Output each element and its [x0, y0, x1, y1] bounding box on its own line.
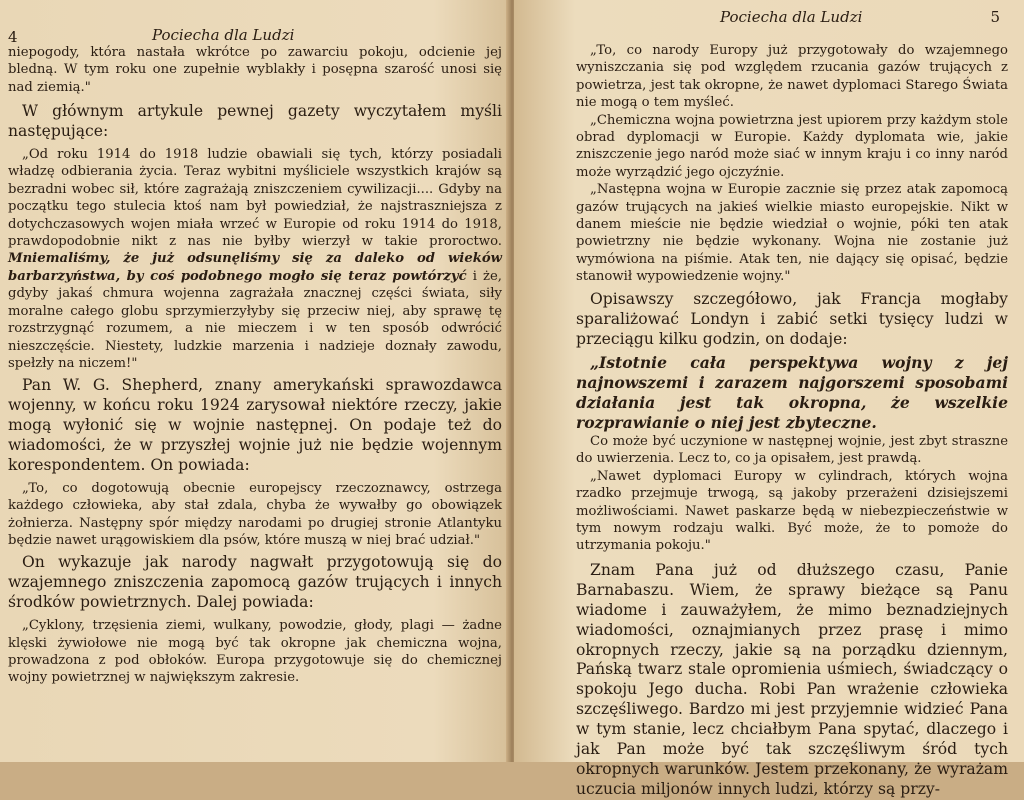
- right-page-number: 5: [990, 8, 1000, 26]
- paragraph: Opisawszy szczegółowo, jak Francja mogłaby sparaliżować Londyn i zabić setki tysięcy ludzi w przeciągu kilku godzin, on dodaje:: [576, 289, 1008, 348]
- quote-paragraph: „To, co dogotowują obecnie europejscy rzeczoznawcy, ostrzega każdego człowieka, aby stał zdala, chyba że wywałby go obowiązek żołnierza. Następny spór między narodami po drugiej stronie Atlantyku będzie nawet urągowiskiem dla psów, które muszą w niej brać udział.": [8, 480, 502, 549]
- quote-paragraph: „Następna wojna w Europie zacznie się przez atak zapomocą gazów trujących na jakieś wielkie miasto europejskie. Nikt w danem mieście nie będzie wiedział o wojnie, póki ten atak powietrzny nie będzie wykonany. Wojna nie zostanie już wymówiona na piśmie. Atak ten, nie dający się opisać, będzie stanowił wypowiedzenie wojny.": [576, 182, 1008, 285]
- right-page: [514, 0, 1024, 798]
- quote-paragraph: „To, co narody Europy już przygotowały do wzajemnego wyniszczania się pod względem rzucania gazów trujących z powietrza, jest tak okropne, że nawet dyplomaci Starego Świata nie mogą o tem myśleć.: [576, 43, 1008, 111]
- paragraph: niepogody, która nastała wkrótce po zawarciu pokoju, odcienie jej bledną. W tym roku one zupełnie wyblakły i posępna szarość unosi się nad ziemią.": [8, 45, 502, 95]
- right-page-body: [576, 42, 1008, 800]
- quote-paragraph: [8, 146, 502, 372]
- left-page: [0, 0, 510, 762]
- emphasized-paragraph: „Istotnie cała perspektywa wojny z jej najnowszemi i zarazem najgorszemi sposobami działania jest tak okropna, że wszelkie rozprawianie o niej jest zbyteczne.: [576, 353, 1008, 433]
- left-page-number: 4: [8, 28, 18, 46]
- quote-paragraph: „Chemiczna wojna powietrzna jest upiorem przy każdym stole obrad dyplomacji w Europie. Każdy dyplomata wie, jakie zniszczenie jego naród może siać w innym kraju i co inny naród może wyrządzić jego ojczyźnie.: [576, 112, 1008, 180]
- quote-text: i że, gdyby jakaś chmura wojenna zagrażała znacznej części świata, siły moralne całego globu sprzymierzyłyby się przeciw niej, aby sprawę tę rozstrzygnąć rozumem, a nie mieczem i w ten sposób odwrócić nieszczęście. Niestety, ludzkie marzenia i nadzieje doznały zawodu, spełzły na niczem!": [8, 268, 503, 371]
- paragraph: Pan W. G. Shepherd, znany amerykański sprawozdawca wojenny, w końcu roku 1924 zarysował niektóre rzeczy, jakie mogą wyłonić się w wojnie następnej. On podaje też do wiadomości, że w przyszłej wojnie już nie będzie wojennym korespondentem. On powiada:: [8, 376, 502, 474]
- left-page-body: [8, 44, 502, 687]
- right-running-title: Pociecha dla Ludzi: [720, 8, 863, 26]
- left-running-title: Pociecha dla Ludzi: [152, 26, 295, 44]
- left-page-header: [0, 8, 510, 46]
- quote-paragraph: Co może być uczynione w następnej wojnie, jest zbyt straszne do uwierzenia. Lecz to, co ja opisałem, jest prawdą.: [576, 434, 1008, 467]
- quote-paragraph: „Nawet dyplomaci Europy w cylindrach, których wojna rzadko przejmuje trwogą, są jakoby przerażeni dzisiejszemi możliwościami. Nawet paskarze będą w niebezpieczeństwie w tym nowym rodzaju walki. Być może, że to pomoże do utrzymania pokoju.": [576, 468, 1008, 554]
- paragraph: On wykazuje jak narody nagwałt przygotowują się do wzajemnego zniszczenia zapomocą gazów trujących i innych środków powietrznych. Dalej powiada:: [8, 553, 502, 612]
- quote-paragraph: „Cyklony, trzęsienia ziemi, wulkany, powodzie, głody, plagi — żadne klęski żywiołowe nie mogą być tak okropne jak chemiczna wojna, prowadzona z pod obłoków. Europa przygotowuje się do chemicznej wojny powietrznej w największym zakresie.: [8, 618, 502, 686]
- paragraph: W głównym artykule pewnej gazety wyczytałem myśli następujące:: [8, 102, 502, 141]
- paragraph: Znam Pana już od dłuższego czasu, Panie Barnabaszu. Wiem, że sprawy bieżące są Panu wiadome i zauważyłem, że mimo beznadziejnych wiadomości, oznajmianych przez prasę i mimo okropnych rzeczy, jakie są na porządku dziennym, Pańską twarz stale opromienia uśmiech, świadczący o spokoju Jego ducha. Robi Pan wrażenie człowieka szczęśliwego. Bardzo mi jest przyjemnie widzieć Pana w tym stanie, lecz chciałbym Pana spytać, dlaczego i jak Pan może być tak szczęśliwym śród tych okropnych warunków. Jestem przekonany, że wyrażam uczucia miljonów innych ludzi, którzy są przy-: [576, 560, 1008, 798]
- quote-text: „Od roku 1914 do 1918 ludzie obawiali się tych, którzy posiadali władzę odbierania życia. Teraz wybitni myśliciele wszystkich krajów są bezradni wobec sił, które zagrażają zniszczeniem cywilizacji.... Gdyby na początku tego stulecia ktoś nam był powiedział, że najstraszniejsza z dotychczasowych wojen miała wrzeć w Europie od roku 1914 do 1918, prawdopodobnie nikt z nas nie byłby wierzył w takie proroctwo.: [8, 147, 502, 250]
- emphasized-text: Mniemaliśmy, że już odsunęliśmy się za daleko od wieków barbarzyństwa, by coś podobnego mogło się teraz powtórzyć: [8, 251, 502, 284]
- right-page-header: [514, 8, 1024, 30]
